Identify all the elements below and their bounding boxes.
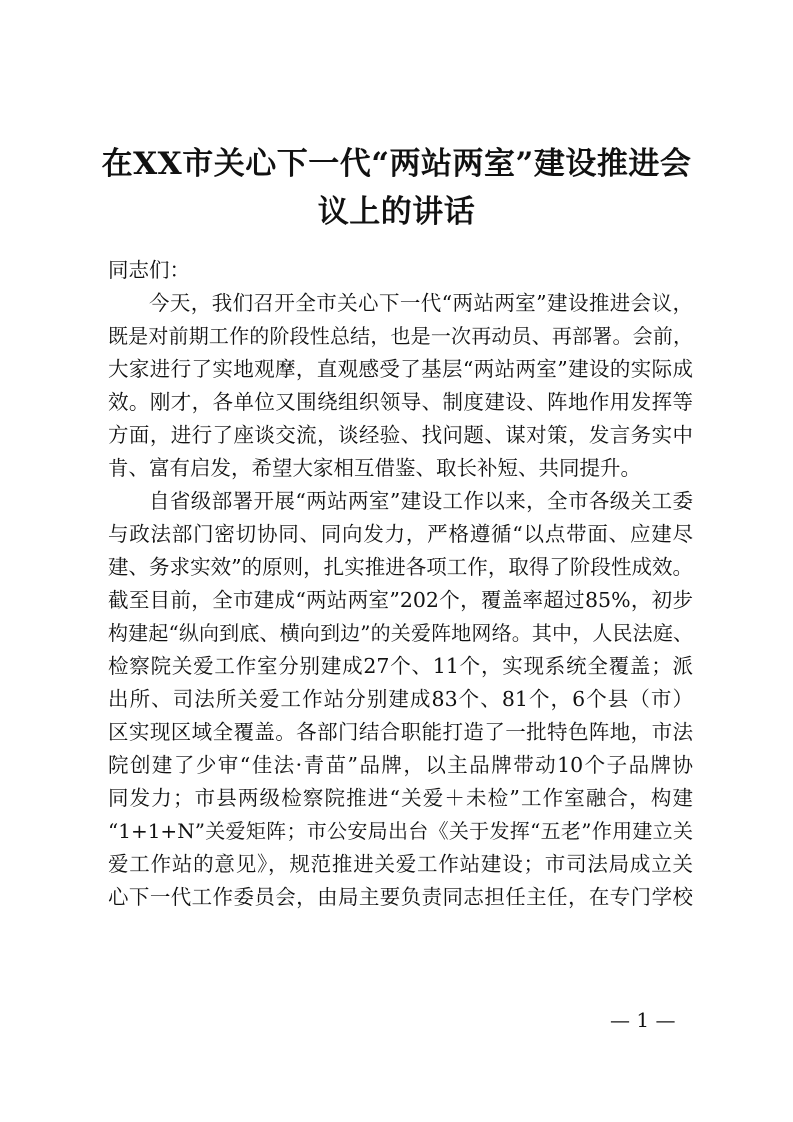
paragraph-2-line: 检察院关爱工作室分别建成27个、11个，实现系统全覆盖；派 xyxy=(108,654,693,678)
paragraph-2-line: 出所、司法所关爱工作站分别建成83个、81个，6个县（市） xyxy=(108,687,693,711)
salutation: 同志们： xyxy=(108,258,190,282)
page-number: — 1 — xyxy=(610,1008,676,1032)
paragraph-2-line: 同发力；市县两级检察院推进“关爱＋未检”工作室融合，构建 xyxy=(108,786,693,810)
paragraph-2-line: 构建起“纵向到底、横向到边”的关爱阵地网络。其中，人民法庭、 xyxy=(108,621,693,645)
document-title xyxy=(96,140,697,236)
paragraph-2-line: 区实现区域全覆盖。各部门结合职能打造了一批特色阵地，市法 xyxy=(108,720,693,744)
paragraph-1-line: 方面，进行了座谈交流，谈经验、找问题、谋对策，发言务实中 xyxy=(108,423,693,447)
paragraph-1-line: 肯、富有启发，希望大家相互借鉴、取长补短、共同提升。 xyxy=(108,456,641,480)
paragraph-2-line: 截至目前，全市建成“两站两室”202个，覆盖率超过85%，初步 xyxy=(108,588,693,612)
paragraph-2-line: 与政法部门密切协同、同向发力，严格遵循“以点带面、应建尽 xyxy=(108,522,693,546)
paragraph-1-line: 大家进行了实地观摩，直观感受了基层“两站两室”建设的实际成 xyxy=(108,357,693,381)
paragraph-2-line: 心下一代工作委员会，由局主要负责同志担任主任，在专门学校 xyxy=(108,885,693,909)
paragraph-2-line: “1+1+N”关爱矩阵；市公安局出台《关于发挥“五老”作用建立关 xyxy=(108,819,693,843)
paragraph-2-line: 爱工作站的意见》，规范推进关爱工作站建设；市司法局成立关 xyxy=(108,852,693,876)
paragraph-2-line: 自省级部署开展“两站两室”建设工作以来，全市各级关工委 xyxy=(149,489,693,513)
paragraph-1-line: 既是对前期工作的阶段性总结，也是一次再动员、再部署。会前， xyxy=(108,324,693,348)
paragraph-2-line: 院创建了少审“佳法·青苗”品牌，以主品牌带动10个子品牌协 xyxy=(108,753,693,777)
paragraph-1-line: 今天，我们召开全市关心下一代“两站两室”建设推进会议， xyxy=(149,291,693,315)
title-line: 在XX市关心下一代“两站两室”建设推进会 xyxy=(101,146,692,182)
document-body xyxy=(108,254,693,914)
paragraph-1-line: 效。刚才，各单位又围绕组织领导、制度建设、阵地作用发挥等 xyxy=(108,390,693,414)
title-line: 议上的讲话 xyxy=(317,194,476,230)
paragraph-2-line: 建、务求实效”的原则，扎实推进各项工作，取得了阶段性成效。 xyxy=(108,555,693,579)
